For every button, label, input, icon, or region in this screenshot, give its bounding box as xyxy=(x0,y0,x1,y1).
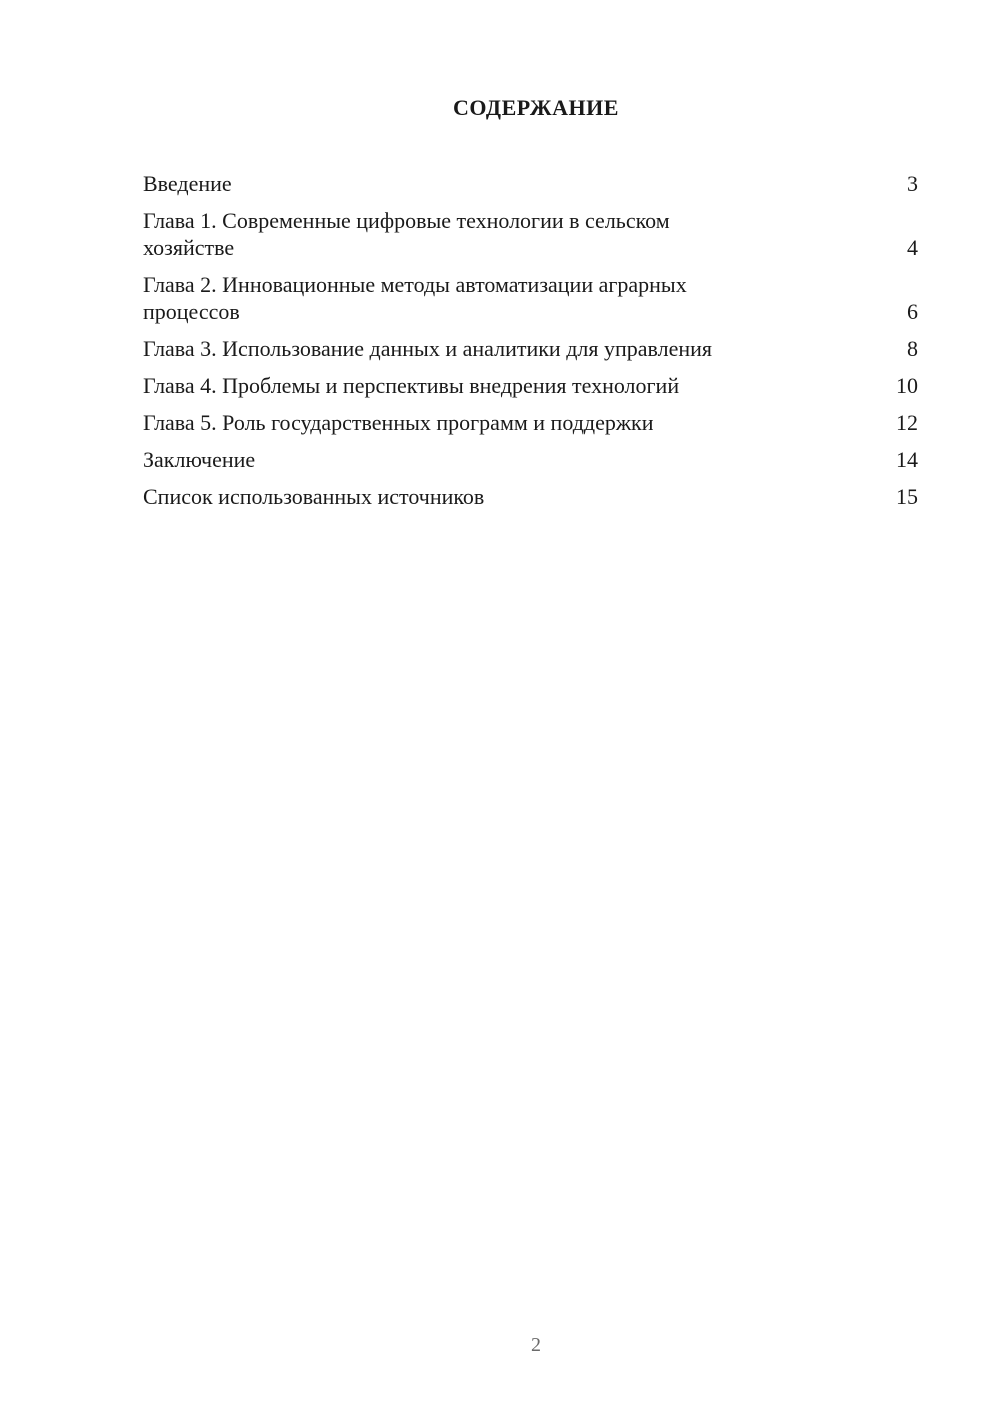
toc-entry-text: Глава 2. Инновационные методы автоматизации аграрных процессов xyxy=(143,272,687,324)
toc-entry-page: 10 xyxy=(896,373,918,398)
toc-entry-page: 3 xyxy=(907,171,918,196)
toc-entry-page: 12 xyxy=(896,410,918,435)
toc-entry-text: Введение xyxy=(143,171,232,196)
table-of-contents xyxy=(143,170,918,520)
toc-entry-conclusion xyxy=(143,446,918,473)
toc-entry-chapter-1 xyxy=(143,207,918,261)
toc-entry-text: Список использованных источников xyxy=(143,484,485,509)
toc-entry-text: Глава 5. Роль государственных программ и поддержки xyxy=(143,410,654,435)
page-title: СОДЕРЖАНИЕ xyxy=(453,95,619,120)
toc-entry-page: 8 xyxy=(907,336,918,361)
toc-entry-introduction xyxy=(143,170,918,197)
toc-entry-chapter-4 xyxy=(143,372,918,399)
toc-entry-text: Заключение xyxy=(143,447,256,472)
page-number: 2 xyxy=(531,1334,541,1356)
toc-entry-page: 6 xyxy=(907,299,918,324)
toc-entry-text: Глава 4. Проблемы и перспективы внедрения технологий xyxy=(143,373,680,398)
toc-entry-text: Глава 1. Современные цифровые технологии в сельском хозяйстве xyxy=(143,208,670,260)
toc-entry-references xyxy=(143,483,918,510)
toc-entry-chapter-3 xyxy=(143,335,918,362)
toc-entry-page: 4 xyxy=(907,235,918,260)
toc-entry-chapter-5 xyxy=(143,409,918,436)
toc-entry-page: 14 xyxy=(896,447,918,472)
toc-entry-page: 15 xyxy=(896,484,918,509)
toc-entry-text: Глава 3. Использование данных и аналитики для управления xyxy=(143,336,713,361)
toc-entry-chapter-2 xyxy=(143,271,918,325)
